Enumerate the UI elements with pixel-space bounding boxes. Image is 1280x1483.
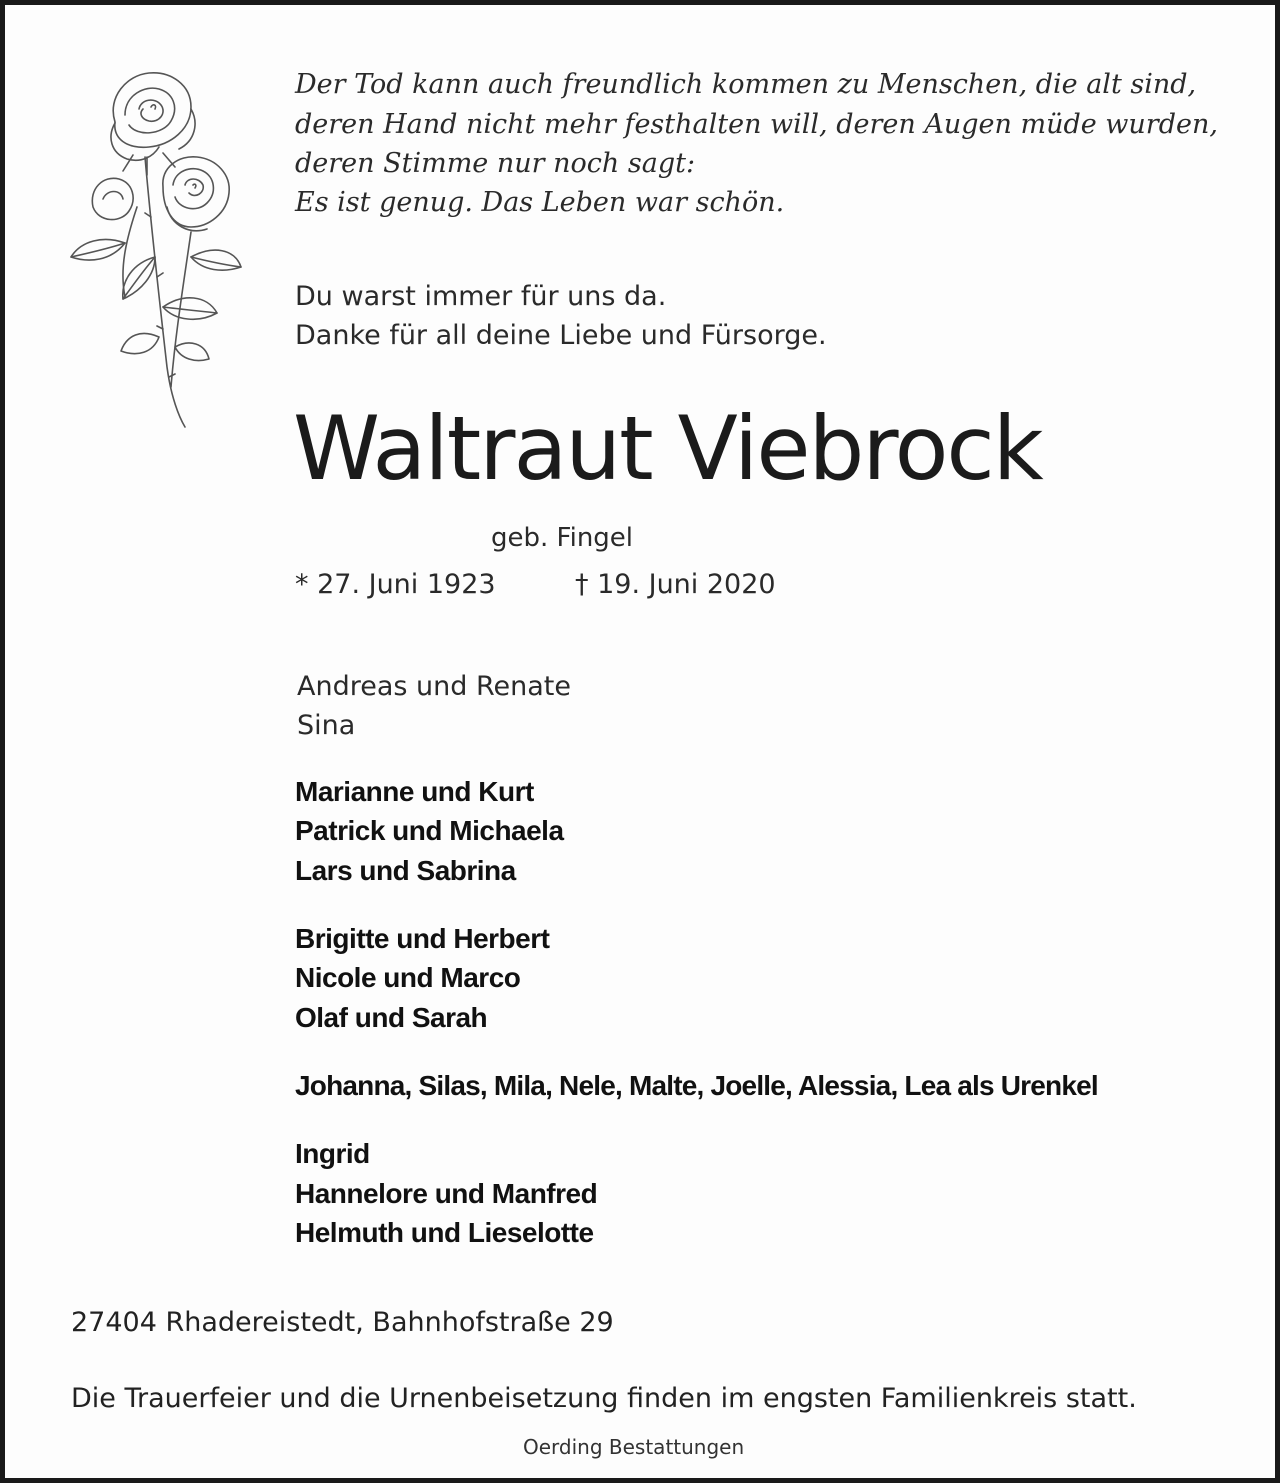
address: 27404 Rhadereistedt, Bahnhofstraße 29 bbox=[71, 1307, 614, 1338]
deceased-name: Waltraut Viebrock bbox=[293, 397, 1042, 500]
family-group2-line-2: Patrick und Michaela bbox=[295, 815, 564, 846]
poem-line-2: deren Hand nicht mehr festhalten will, deren Augen müde wurden, bbox=[295, 109, 1218, 140]
rose-illustration-icon bbox=[67, 67, 243, 432]
birth-date: * 27. Juni 1923 bbox=[295, 569, 496, 600]
family-group2-line-1: Marianne und Kurt bbox=[295, 776, 534, 807]
family-group5-line-3: Helmuth und Lieselotte bbox=[295, 1217, 594, 1248]
death-date: † 19. Juni 2020 bbox=[575, 569, 776, 600]
family-group3-line-1: Brigitte und Herbert bbox=[295, 923, 550, 954]
poem-line-3: deren Stimme nur noch sagt: bbox=[295, 148, 696, 179]
family-group2-line-3: Lars und Sabrina bbox=[295, 855, 516, 886]
family-group5-line-1: Ingrid bbox=[295, 1138, 370, 1169]
family-group1-line-2: Sina bbox=[297, 710, 356, 741]
dedication-line-2: Danke für all deine Liebe und Fürsorge. bbox=[295, 320, 827, 351]
maiden-name: geb. Fingel bbox=[491, 523, 634, 553]
family-group3-line-3: Olaf und Sarah bbox=[295, 1002, 488, 1033]
poem-line-1: Der Tod kann auch freundlich kommen zu Menschen, die alt sind, bbox=[295, 69, 1197, 100]
family-group1-line-1: Andreas und Renate bbox=[297, 671, 571, 702]
poem-line-4: Es ist genug. Das Leben war schön. bbox=[295, 187, 785, 218]
family-group5-line-2: Hannelore und Manfred bbox=[295, 1178, 598, 1209]
family-group4-line-1: Johanna, Silas, Mila, Nele, Malte, Joelle, Alessia, Lea als Urenkel bbox=[295, 1070, 1098, 1101]
undertaker: Oerding Bestattungen bbox=[523, 1435, 745, 1459]
family-group3-line-2: Nicole und Marco bbox=[295, 962, 521, 993]
funeral-note: Die Trauerfeier und die Urnenbeisetzung finden im engsten Familienkreis statt. bbox=[71, 1383, 1137, 1414]
dedication-line-1: Du warst immer für uns da. bbox=[295, 281, 667, 312]
